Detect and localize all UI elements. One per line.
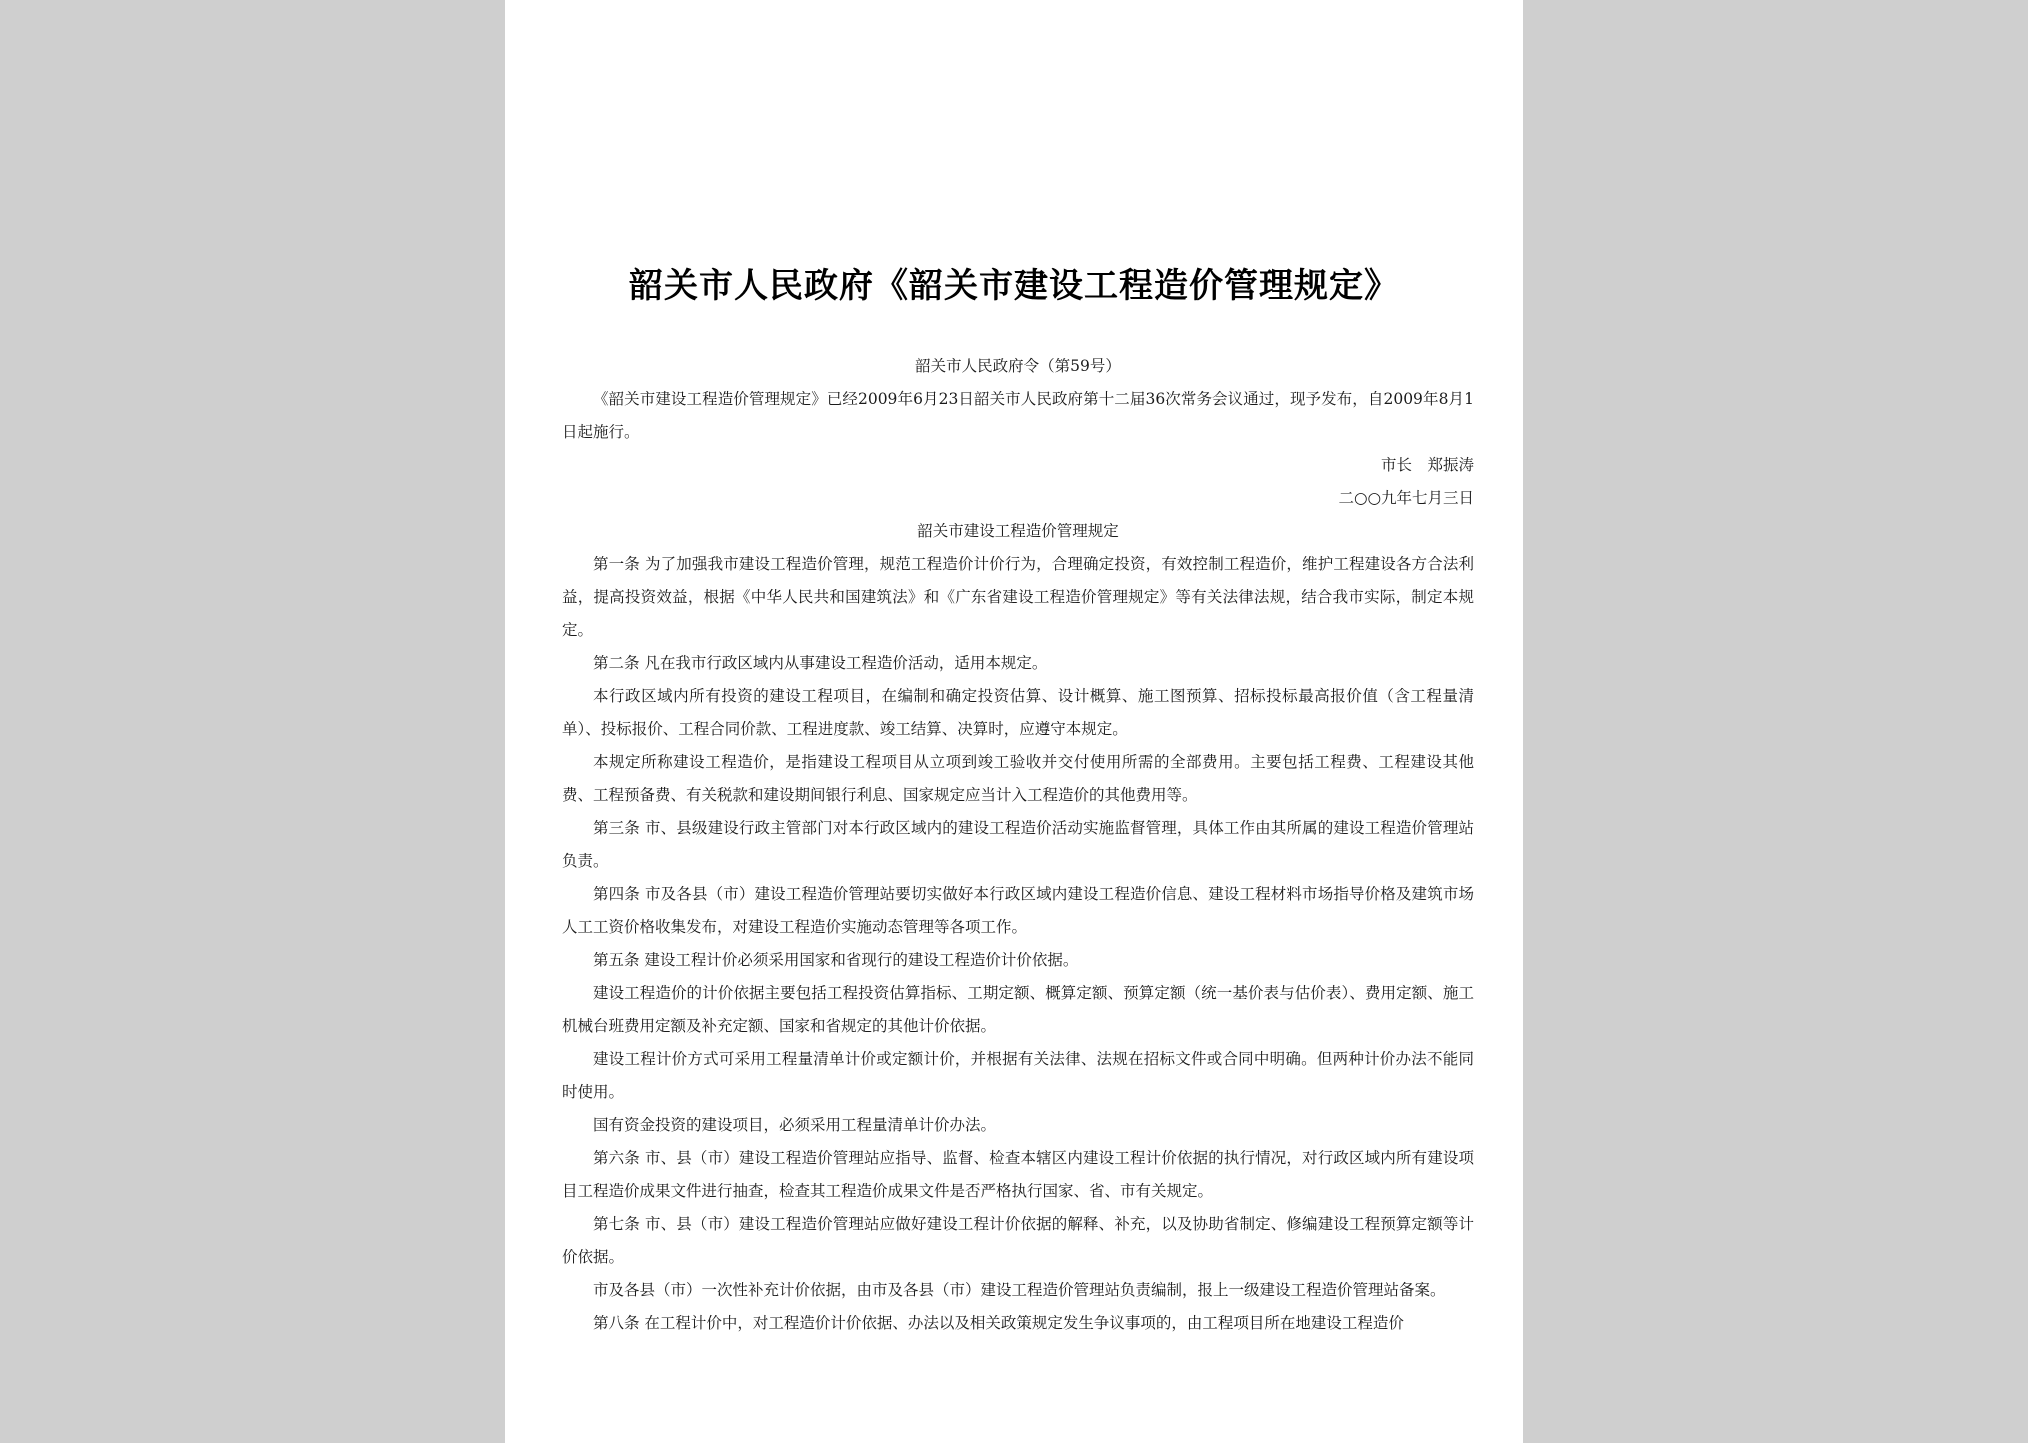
article-paragraph: 第一条 为了加强我市建设工程造价管理，规范工程造价计价行为，合理确定投资，有效控制工程造价，维护工程建设各方合法利益，提高投资效益，根据《中华人民共和国建筑法》和《广东省建设工程造价管理规定》等有关法律法规，结合我市实际，制定本规定。 bbox=[562, 555, 1474, 639]
article-paragraph: 第七条 市、县（市）建设工程造价管理站应做好建设工程计价依据的解释、补充，以及协助省制定、修编建设工程预算定额等计价依据。 bbox=[562, 1215, 1474, 1266]
article-paragraph: 市及各县（市）一次性补充计价依据，由市及各县（市）建设工程造价管理站负责编制，报上一级建设工程造价管理站备案。 bbox=[593, 1281, 1446, 1299]
article-paragraph: 第四条 市及各县（市）建设工程造价管理站要切实做好本行政区域内建设工程造价信息、建设工程材料市场指导价格及建筑市场人工工资价格收集发布，对建设工程造价实施动态管理等各项工作。 bbox=[562, 885, 1474, 936]
article-paragraph: 第六条 市、县（市）建设工程造价管理站应指导、监督、检查本辖区内建设工程计价依据的执行情况，对行政区域内所有建设项目工程造价成果文件进行抽查，检查其工程造价成果文件是否严格执行国家、省、市有关规定。 bbox=[562, 1149, 1474, 1200]
article-paragraph: 第八条 在工程计价中，对工程造价计价依据、办法以及相关政策规定发生争议事项的，由工程项目所在地建设工程造价 bbox=[593, 1314, 1404, 1332]
regulation-title: 韶关市建设工程造价管理规定 bbox=[917, 522, 1119, 540]
signatory: 市长 郑振涛 bbox=[1380, 456, 1474, 474]
signing-date: 二○○九年七月三日 bbox=[1338, 489, 1474, 507]
article-paragraph: 建设工程计价方式可采用工程量清单计价或定额计价，并根据有关法律、法规在招标文件或合同中明确。但两种计价办法不能同时使用。 bbox=[562, 1050, 1474, 1101]
article-paragraph: 第五条 建设工程计价必须采用国家和省现行的建设工程造价计价依据。 bbox=[593, 951, 1079, 969]
document-body bbox=[562, 350, 1474, 1340]
article-paragraph: 本行政区域内所有投资的建设工程项目，在编制和确定投资估算、设计概算、施工图预算、招标投标最高报价值（含工程量清单）、投标报价、工程合同价款、工程进度款、竣工结算、决算时，应遵守本规定。 bbox=[562, 687, 1474, 738]
article-paragraph: 第三条 市、县级建设行政主管部门对本行政区域内的建设工程造价活动实施监督管理，具体工作由其所属的建设工程造价管理站负责。 bbox=[562, 819, 1474, 870]
order-number: 韶关市人民政府令（第59号） bbox=[915, 357, 1121, 375]
announcement-paragraph: 《韶关市建设工程造价管理规定》已经2009年6月23日韶关市人民政府第十二届36次常务会议通过，现予发布，自2009年8月1日起施行。 bbox=[562, 390, 1474, 441]
article-paragraph: 本规定所称建设工程造价，是指建设工程项目从立项到竣工验收并交付使用所需的全部费用。主要包括工程费、工程建设其他费、工程预备费、有关税款和建设期间银行利息、国家规定应当计入工程造价的其他费用等。 bbox=[562, 753, 1474, 804]
article-paragraph: 国有资金投资的建设项目，必须采用工程量清单计价办法。 bbox=[593, 1116, 997, 1134]
document-page bbox=[505, 0, 1523, 1443]
document-title: 韶关市人民政府《韶关市建设工程造价管理规定》 bbox=[629, 266, 1399, 306]
article-paragraph: 第二条 凡在我市行政区域内从事建设工程造价活动，适用本规定。 bbox=[593, 654, 1048, 672]
article-paragraph: 建设工程造价的计价依据主要包括工程投资估算指标、工期定额、概算定额、预算定额（统一基价表与估价表）、费用定额、施工机械台班费用定额及补充定额、国家和省规定的其他计价依据。 bbox=[562, 984, 1474, 1035]
